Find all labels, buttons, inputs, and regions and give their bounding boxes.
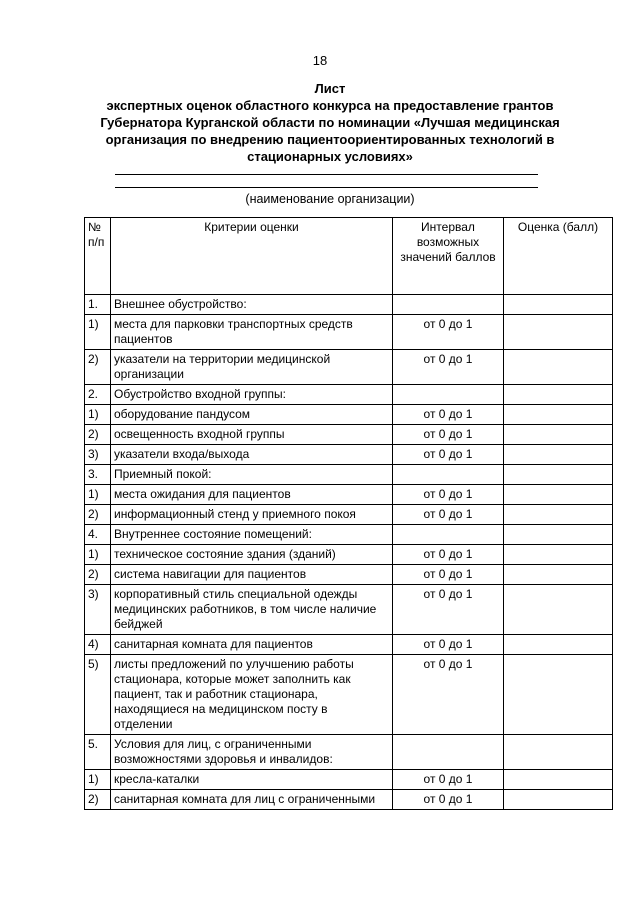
table-row: [85, 505, 613, 525]
row-criteria: Обустройство входной группы:: [111, 385, 393, 405]
row-num: 1): [85, 315, 111, 350]
table-row: [85, 525, 613, 545]
row-criteria: Внешнее обустройство:: [111, 295, 393, 315]
table-row: [85, 545, 613, 565]
table-row: [85, 735, 613, 770]
row-interval: от 0 до 1: [393, 425, 504, 445]
title-heading: Лист: [314, 81, 346, 96]
row-score[interactable]: [504, 735, 613, 770]
table-row: [85, 585, 613, 635]
row-score[interactable]: [504, 770, 613, 790]
table-row: [85, 465, 613, 485]
row-num: 2): [85, 425, 111, 445]
row-interval: [393, 295, 504, 315]
row-criteria: оборудование пандусом: [111, 405, 393, 425]
row-num: 3.: [85, 465, 111, 485]
row-criteria: листы предложений по улучшению работы стационара, которые может заполнить как пациент, так и работник стационара, находящиеся на медицинском посту в отделении: [111, 655, 393, 735]
row-interval: [393, 385, 504, 405]
header-score: Оценка (балл): [504, 218, 613, 295]
row-num: 1): [85, 770, 111, 790]
row-num: 3): [85, 445, 111, 465]
row-interval: от 0 до 1: [393, 445, 504, 465]
title-body: экспертных оценок областного конкурса на предоставление грантов Губернатора Курганской области по номинации «Лучшая медицинская организация по внедрению пациентоориентированных технологий в стационарных условиях»: [100, 98, 560, 164]
row-score[interactable]: [504, 445, 613, 465]
table-row: [85, 770, 613, 790]
row-num: 1.: [85, 295, 111, 315]
page-number: 18: [312, 53, 328, 68]
row-score[interactable]: [504, 585, 613, 635]
row-interval: от 0 до 1: [393, 350, 504, 385]
row-num: 2.: [85, 385, 111, 405]
row-num: 3): [85, 585, 111, 635]
row-score[interactable]: [504, 465, 613, 485]
row-score[interactable]: [504, 545, 613, 565]
row-interval: от 0 до 1: [393, 405, 504, 425]
table-body: [85, 295, 613, 810]
row-criteria: Условия для лиц, с ограниченными возможностями здоровья и инвалидов:: [111, 735, 393, 770]
row-score[interactable]: [504, 385, 613, 405]
row-interval: от 0 до 1: [393, 565, 504, 585]
table-header-row: [85, 218, 613, 295]
table-row: [85, 565, 613, 585]
row-interval: от 0 до 1: [393, 505, 504, 525]
table-row: [85, 405, 613, 425]
row-score[interactable]: [504, 790, 613, 810]
row-num: 2): [85, 565, 111, 585]
row-criteria: кресла-каталки: [111, 770, 393, 790]
row-score[interactable]: [504, 505, 613, 525]
row-num: 2): [85, 350, 111, 385]
row-num: 2): [85, 790, 111, 810]
row-score[interactable]: [504, 485, 613, 505]
row-criteria: указатели входа/выхода: [111, 445, 393, 465]
row-criteria: места для парковки транспортных средств пациентов: [111, 315, 393, 350]
row-criteria: корпоративный стиль специальной одежды медицинских работников, в том числе наличие бейджей: [111, 585, 393, 635]
row-interval: от 0 до 1: [393, 585, 504, 635]
row-num: 1): [85, 485, 111, 505]
row-num: 5): [85, 655, 111, 735]
table-row: [85, 445, 613, 465]
table-row: [85, 385, 613, 405]
row-criteria: указатели на территории медицинской организации: [111, 350, 393, 385]
row-criteria: Приемный покой:: [111, 465, 393, 485]
row-criteria: санитарная комната для пациентов: [111, 635, 393, 655]
row-score[interactable]: [504, 655, 613, 735]
row-interval: от 0 до 1: [393, 790, 504, 810]
row-score[interactable]: [504, 425, 613, 445]
row-interval: от 0 до 1: [393, 655, 504, 735]
row-criteria: освещенность входной группы: [111, 425, 393, 445]
row-num: 4): [85, 635, 111, 655]
row-criteria: техническое состояние здания (зданий): [111, 545, 393, 565]
row-num: 4.: [85, 525, 111, 545]
row-score[interactable]: [504, 565, 613, 585]
org-name-line-1: [115, 174, 538, 175]
row-score[interactable]: [504, 635, 613, 655]
row-interval: от 0 до 1: [393, 315, 504, 350]
header-interval: Интервал возможных значений баллов: [393, 218, 504, 295]
row-interval: от 0 до 1: [393, 485, 504, 505]
row-criteria: санитарная комната для лиц с ограниченными: [111, 790, 393, 810]
table-row: [85, 350, 613, 385]
row-score[interactable]: [504, 315, 613, 350]
org-name-line-2: [115, 187, 538, 188]
row-num: 2): [85, 505, 111, 525]
header-criteria: Критерии оценки: [111, 218, 393, 295]
row-num: 1): [85, 545, 111, 565]
document-title: [80, 80, 580, 165]
row-score[interactable]: [504, 295, 613, 315]
row-score[interactable]: [504, 405, 613, 425]
table-row: [85, 485, 613, 505]
row-interval: [393, 525, 504, 545]
row-interval: от 0 до 1: [393, 545, 504, 565]
table-row: [85, 635, 613, 655]
row-criteria: информационный стенд у приемного покоя: [111, 505, 393, 525]
row-score[interactable]: [504, 350, 613, 385]
row-num: 1): [85, 405, 111, 425]
row-criteria: система навигации для пациентов: [111, 565, 393, 585]
org-name-caption: (наименование организации): [245, 192, 415, 206]
row-score[interactable]: [504, 525, 613, 545]
header-num: № п/п: [85, 218, 111, 295]
criteria-table: [84, 217, 613, 810]
row-interval: от 0 до 1: [393, 770, 504, 790]
table-row: [85, 295, 613, 315]
table-row: [85, 655, 613, 735]
table-row: [85, 315, 613, 350]
row-interval: [393, 465, 504, 485]
row-interval: [393, 735, 504, 770]
table-row: [85, 790, 613, 810]
table-row: [85, 425, 613, 445]
row-interval: от 0 до 1: [393, 635, 504, 655]
row-num: 5.: [85, 735, 111, 770]
row-criteria: места ожидания для пациентов: [111, 485, 393, 505]
row-criteria: Внутреннее состояние помещений:: [111, 525, 393, 545]
